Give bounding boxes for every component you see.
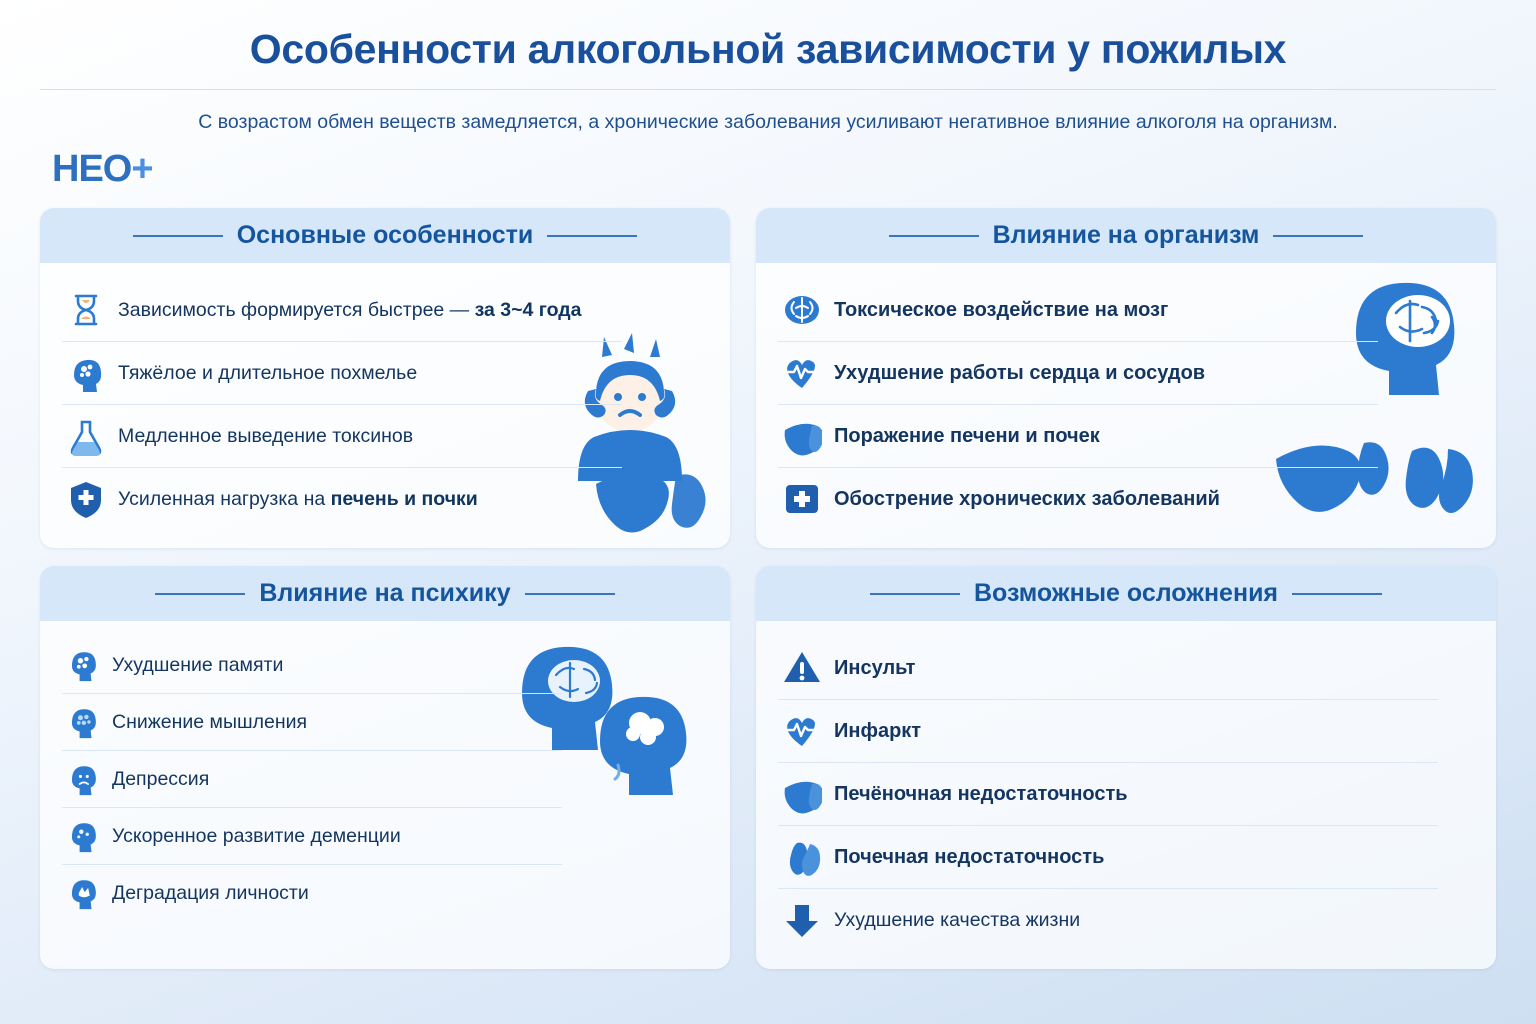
list-item-text: Поражение печени и почек [834,424,1100,447]
header-divider [40,89,1496,90]
liver-icon [782,774,822,814]
panel-main-features-body [40,263,730,548]
logo-plus: + [131,148,153,190]
panel-psyche-impact-title: Влияние на психику [259,579,511,607]
header-rule-right [547,235,637,237]
list-item [778,826,1438,889]
list-item [778,468,1378,530]
list-item [778,763,1438,826]
list-item [62,808,562,865]
list-item [62,865,562,921]
list-item-text: Почечная недостаточность [834,845,1105,868]
list-item-text: Инсульт [834,656,916,679]
list-item [778,889,1438,951]
page-title: Особенности алкогольной зависимости у пожилых [249,26,1287,72]
header-rule-left [155,593,245,595]
list-item-text: Медленное выведение токсинов [118,424,414,447]
list-item-text: Зависимость формируется быстрее — за 3~4 года [118,298,582,321]
list-item [62,342,622,405]
list-item [778,279,1378,342]
medical-cross-icon [782,479,822,519]
brain-icon [782,290,822,330]
head-sad-icon [66,762,100,796]
panel-main-features-header [40,208,730,263]
list-item [778,700,1438,763]
panel-psyche-impact [40,566,730,969]
logo-text: HEO [52,148,132,190]
list-item-text: Обострение хронических заболеваний [834,487,1220,510]
list-item [778,637,1438,700]
panel-body-impact-header [756,208,1496,263]
panel-body-impact [756,208,1496,548]
list-item [62,637,562,694]
panel-complications [756,566,1496,969]
heart-pulse-icon [782,711,822,751]
list-item [62,468,622,530]
list-item [778,405,1378,468]
panel-complications-body [756,621,1496,969]
list-item-text: Ухудшение качества жизни [834,908,1081,931]
panel-body-impact-body [756,263,1496,548]
panel-main-features-title: Основные особенности [236,221,534,249]
hourglass-icon [66,290,106,330]
list-item-text: Печёночная недостаточность [834,782,1128,805]
kidney-icon [782,837,822,877]
list-item-text: Ухудшение работы сердца и сосудов [834,361,1206,384]
panel-body-impact-title: Влияние на организм [992,221,1260,249]
header-rule-left [133,235,223,237]
list-item-text: Ухудшение памяти [112,653,284,676]
down-arrow-icon [782,900,822,940]
head-dementia-icon [66,819,100,853]
heart-pulse-icon [782,353,822,393]
warning-icon [782,648,822,688]
brand-logo [52,148,153,191]
panel-psyche-impact-body [40,621,730,939]
list-item-text: Деградация личности [112,881,309,904]
page-header [0,0,1536,136]
list-item-text: Депрессия [112,767,210,790]
list-item [62,279,622,342]
header-rule-right [1273,235,1363,237]
panel-complications-header [756,566,1496,621]
header-rule-left [889,235,979,237]
liver-icon [782,416,822,456]
panel-complications-title: Возможные осложнения [973,579,1279,607]
list-item-text: Тяжёлое и длительное похмелье [118,361,418,384]
head-degradation-icon [66,876,100,910]
head-memory-icon [66,648,100,682]
header-rule-left [870,593,960,595]
shield-cross-icon [66,479,106,519]
head-thinking-icon [66,705,100,739]
list-item [62,694,562,751]
panel-psyche-impact-header [40,566,730,621]
list-item-text: Токсическое воздействие на мозг [834,298,1169,321]
list-item [62,405,622,468]
list-item-text: Усиленная нагрузка на печень и почки [118,487,478,510]
header-rule-right [1292,593,1382,595]
list-item-text: Инфаркт [834,719,922,742]
head-ache-icon [66,353,106,393]
flask-icon [66,416,106,456]
page-subtitle: С возрастом обмен веществ замедляется, а хронические заболевания усиливают негативное влияние алкоголя на организм. [198,111,1338,133]
panels-grid [40,208,1496,969]
header-rule-right [525,593,615,595]
list-item [62,751,562,808]
panel-main-features [40,208,730,548]
list-item [778,342,1378,405]
list-item-text: Снижение мышления [112,710,308,733]
list-item-text: Ускоренное развитие деменции [112,824,401,847]
